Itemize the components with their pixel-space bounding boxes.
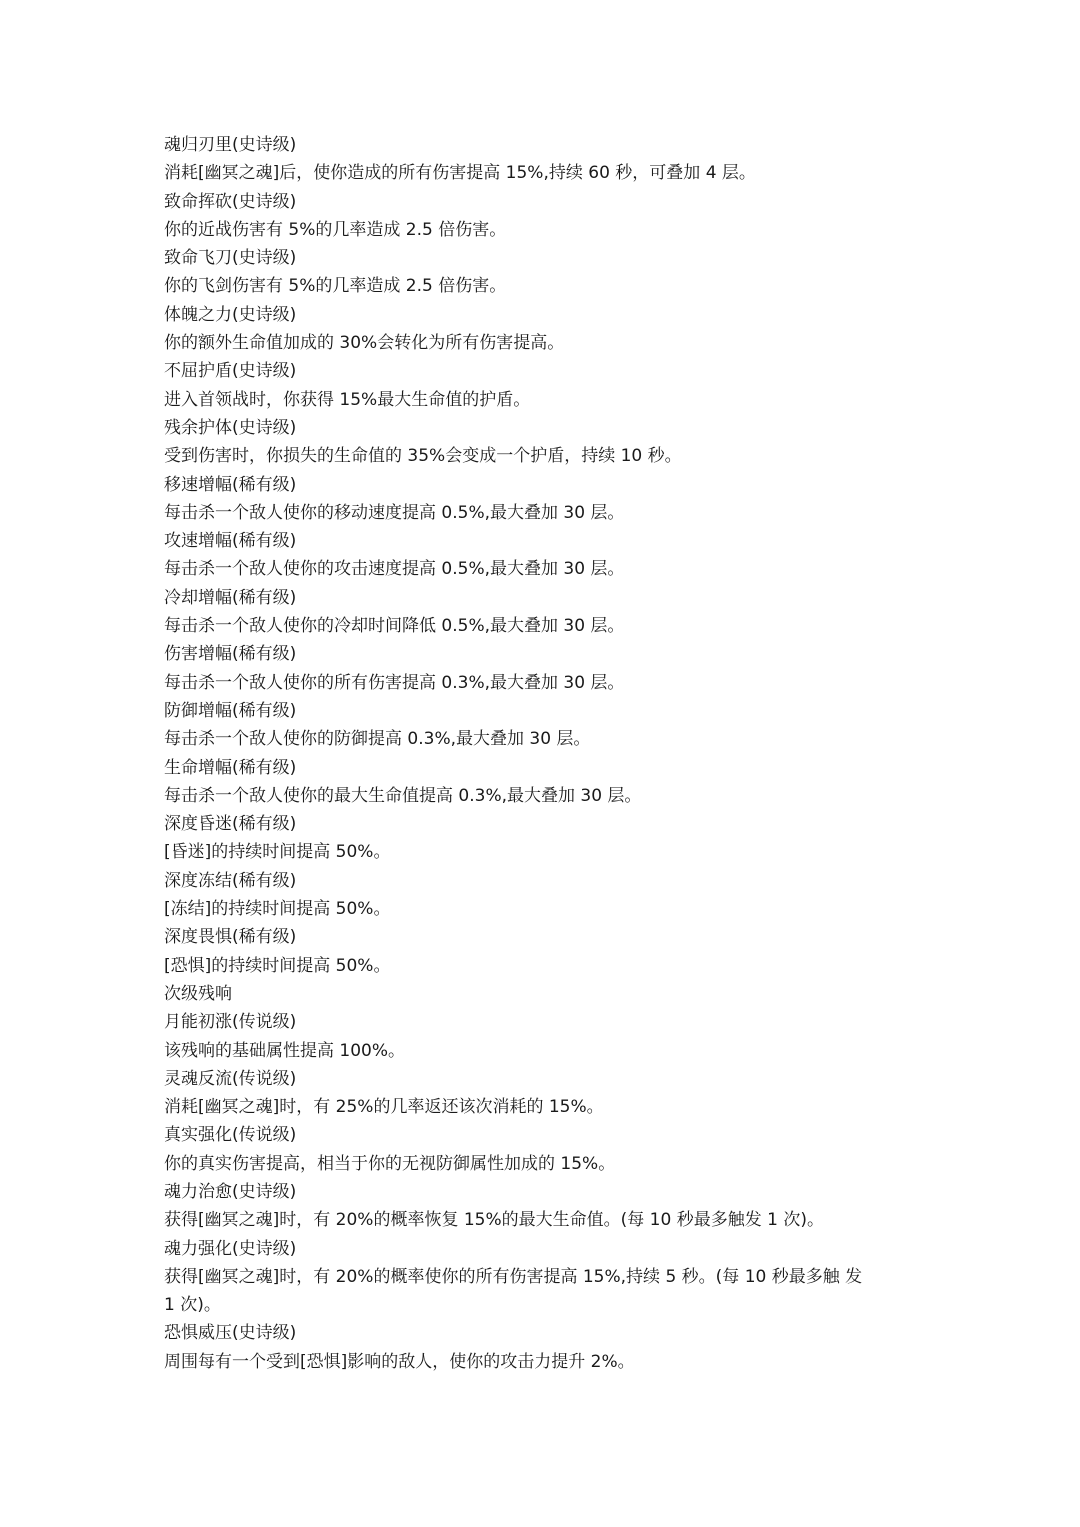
- entry-description: 该残响的基础属性提高 100%。: [164, 1040, 406, 1061]
- entry-description: [恐惧]的持续时间提高 50%。: [164, 955, 391, 976]
- entry-title: 生命增幅(稀有级): [164, 757, 297, 778]
- entry-description: 获得[幽冥之魂]时，有 20%的概率恢复 15%的最大生命值。(每 10 秒最多触发 1 次)。: [164, 1210, 824, 1231]
- entry-description: 每击杀一个敌人使你的移动速度提高 0.5%,最大叠加 30 层。: [164, 502, 625, 523]
- entry-title: 冷却增幅(稀有级): [164, 587, 297, 608]
- entry-description: 每击杀一个敌人使你的最大生命值提高 0.3%,最大叠加 30 层。: [164, 785, 642, 806]
- entry-description: 受到伤害时，你损失的生命值的 35%会变成一个护盾，持续 10 秒。: [164, 446, 682, 467]
- entry-description: 你的近战伤害有 5%的几率造成 2.5 倍伤害。: [164, 219, 507, 240]
- section-heading: 次级残响: [164, 983, 232, 1004]
- entry-title: 攻速增幅(稀有级): [164, 531, 297, 552]
- entry-description: 你的真实伤害提高，相当于你的无视防御属性加成的 15%。: [164, 1153, 616, 1174]
- entry-title: 魂力治愈(史诗级): [164, 1181, 297, 1202]
- entry-title: 深度畏惧(稀有级): [164, 927, 297, 948]
- entry-description: 每击杀一个敌人使你的所有伤害提高 0.3%,最大叠加 30 层。: [164, 672, 625, 693]
- document-page: [164, 131, 924, 1376]
- entry-title: 魂力强化(史诗级): [164, 1238, 297, 1259]
- entry-description: 你的飞剑伤害有 5%的几率造成 2.5 倍伤害。: [164, 276, 507, 297]
- entry-description: [昏迷]的持续时间提高 50%。: [164, 842, 391, 863]
- entry-title: 深度冻结(稀有级): [164, 870, 297, 891]
- entry-title: 致命挥砍(史诗级): [164, 191, 297, 212]
- entry-description: 消耗[幽冥之魂]时，有 25%的几率返还该次消耗的 15%。: [164, 1097, 604, 1118]
- entry-title: 真实强化(传说级): [164, 1125, 297, 1146]
- entry-title: 防御增幅(稀有级): [164, 700, 297, 721]
- entry-title: 伤害增幅(稀有级): [164, 644, 297, 665]
- entry-title: 深度昏迷(稀有级): [164, 814, 297, 835]
- entry-title: 月能初涨(传说级): [164, 1012, 297, 1033]
- entry-title: 恐惧威压(史诗级): [164, 1323, 297, 1344]
- entry-description: 进入首领战时，你获得 15%最大生命值的护盾。: [164, 389, 531, 410]
- entry-title: 不屈护盾(史诗级): [164, 361, 297, 382]
- entry-title: 体魄之力(史诗级): [164, 304, 297, 325]
- entry-description: [冻结]的持续时间提高 50%。: [164, 899, 391, 920]
- entry-description: 每击杀一个敌人使你的防御提高 0.3%,最大叠加 30 层。: [164, 729, 591, 750]
- entry-title: 灵魂反流(传说级): [164, 1068, 297, 1089]
- entry-title: 魂归刃里(史诗级): [164, 135, 297, 155]
- entry-list: [164, 131, 924, 980]
- entry-description-continued: 1 次)。: [164, 1295, 221, 1316]
- entry-description: 你的额外生命值加成的 30%会转化为所有伤害提高。: [164, 333, 565, 354]
- entry-title: 残余护体(史诗级): [164, 417, 297, 438]
- entry-description: 每击杀一个敌人使你的冷却时间降低 0.5%,最大叠加 30 层。: [164, 616, 625, 637]
- entry-description: 周围每有一个受到[恐惧]影响的敌人，使你的攻击力提升 2%。: [164, 1351, 635, 1372]
- entry-title: 移速增幅(稀有级): [164, 474, 297, 495]
- entry-description: 每击杀一个敌人使你的攻击速度提高 0.5%,最大叠加 30 层。: [164, 559, 625, 580]
- entry-title: 致命飞刀(史诗级): [164, 248, 297, 269]
- sub-entry-list: [164, 1008, 924, 1376]
- entry-description: 获得[幽冥之魂]时，有 20%的概率使你的所有伤害提高 15%,持续 5 秒。(每 10 秒最多触 发: [164, 1266, 863, 1287]
- entry-description: 消耗[幽冥之魂]后，使你造成的所有伤害提高 15%,持续 60 秒，可叠加 4 层。: [164, 163, 756, 184]
